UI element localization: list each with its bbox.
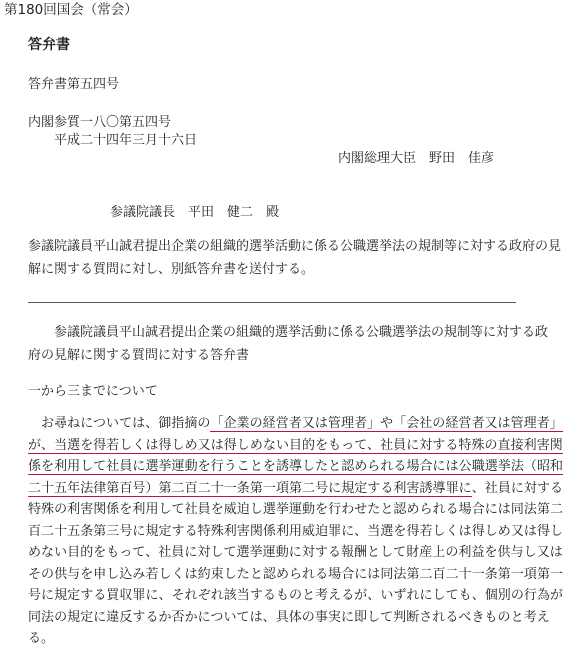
reply-date: 平成二十四年三月十六日 <box>54 133 198 148</box>
body-line <box>28 585 563 607</box>
body-text-segment: お尋ねについては、御指摘の <box>28 416 211 431</box>
sender: 内閣総理大臣 野田 佳彦 <box>338 151 495 166</box>
body-line <box>28 435 563 457</box>
highlighted-text: が、当選を得若しくは得しめ又は得しめない目的をもって、社員に対する特殊の直接利害関 <box>28 437 563 453</box>
body-text-segment: 同法の規定に違反するか否かについては、具体の事実に即して判断されるべきものと考え <box>28 609 550 625</box>
body-text-segment: めない目的をもって、社員に対して選挙運動に対する報酬として財産上の利益を供与し又は <box>28 545 563 560</box>
body-text-segment: 号に規定する買収罪に、それぞれ該当するものと考えるが、いずれにしても、個別の行為が <box>28 588 563 603</box>
body-line <box>28 499 563 521</box>
body-line <box>28 628 520 650</box>
document-title: 答弁書 <box>28 37 70 53</box>
body-line <box>28 607 550 629</box>
section-heading: 一から三までについて <box>28 384 158 399</box>
body-line <box>28 521 563 543</box>
answer-title-line: 参議院議員平山誠君提出企業の組織的選挙活動に係る公職選挙法の規制等に対する政 <box>28 325 549 340</box>
highlighted-text: 係を利用して社員に選挙運動を行うことを誘導したと認められる場合には公職選挙法（昭和 <box>28 459 563 474</box>
cover-text-line: 参議院議員平山誠君提出企業の組織的選挙活動に係る公職選挙法の規制等に対する政府の見 <box>28 239 562 254</box>
body-text-segment: る。 <box>28 631 55 646</box>
body-text-segment: 特殊の利害関係を利用して社員を威迫し選挙運動を行わせたと認められる場合には同法第二 <box>28 502 563 517</box>
recipient: 参議院議長 平田 健二 殿 <box>110 205 280 220</box>
reply-number: 答弁書第五四号 <box>28 77 120 92</box>
divider <box>28 302 516 303</box>
cabinet-reference: 内閣参質一八〇第五四号 <box>28 115 172 130</box>
body-text-segment: 、社員に対する <box>471 480 563 496</box>
answer-body <box>28 413 563 650</box>
body-line <box>28 413 563 435</box>
body-line <box>28 564 563 586</box>
body-line <box>28 478 563 500</box>
highlighted-text: 「企業の経営者又は管理者」や「会社の経営者又は管理者」 <box>210 416 563 431</box>
cover-text <box>28 236 562 281</box>
body-line <box>28 542 563 564</box>
cover-text-line: 解に関する質問に対し、別紙答弁書を送付する。 <box>28 261 315 277</box>
answer-title <box>28 322 549 367</box>
answer-title-line: 府の見解に関する質問に対する答弁書 <box>28 347 250 363</box>
body-text-segment: 百二十五条第三号に規定する特殊利害関係利用威迫罪に、当選を得若しくは得しめ又は得し <box>28 523 563 539</box>
session-label: 第180回国会（常会） <box>4 2 138 18</box>
highlighted-text: 二十五年法律第百号）第二百二十一条第一項第二号に規定する利害誘導罪に <box>28 480 472 496</box>
body-text-segment: その供与を申し込み若しくは約束したと認められる場合には同法第二百二十一条第一項第一 <box>28 566 563 582</box>
body-line <box>28 456 563 478</box>
